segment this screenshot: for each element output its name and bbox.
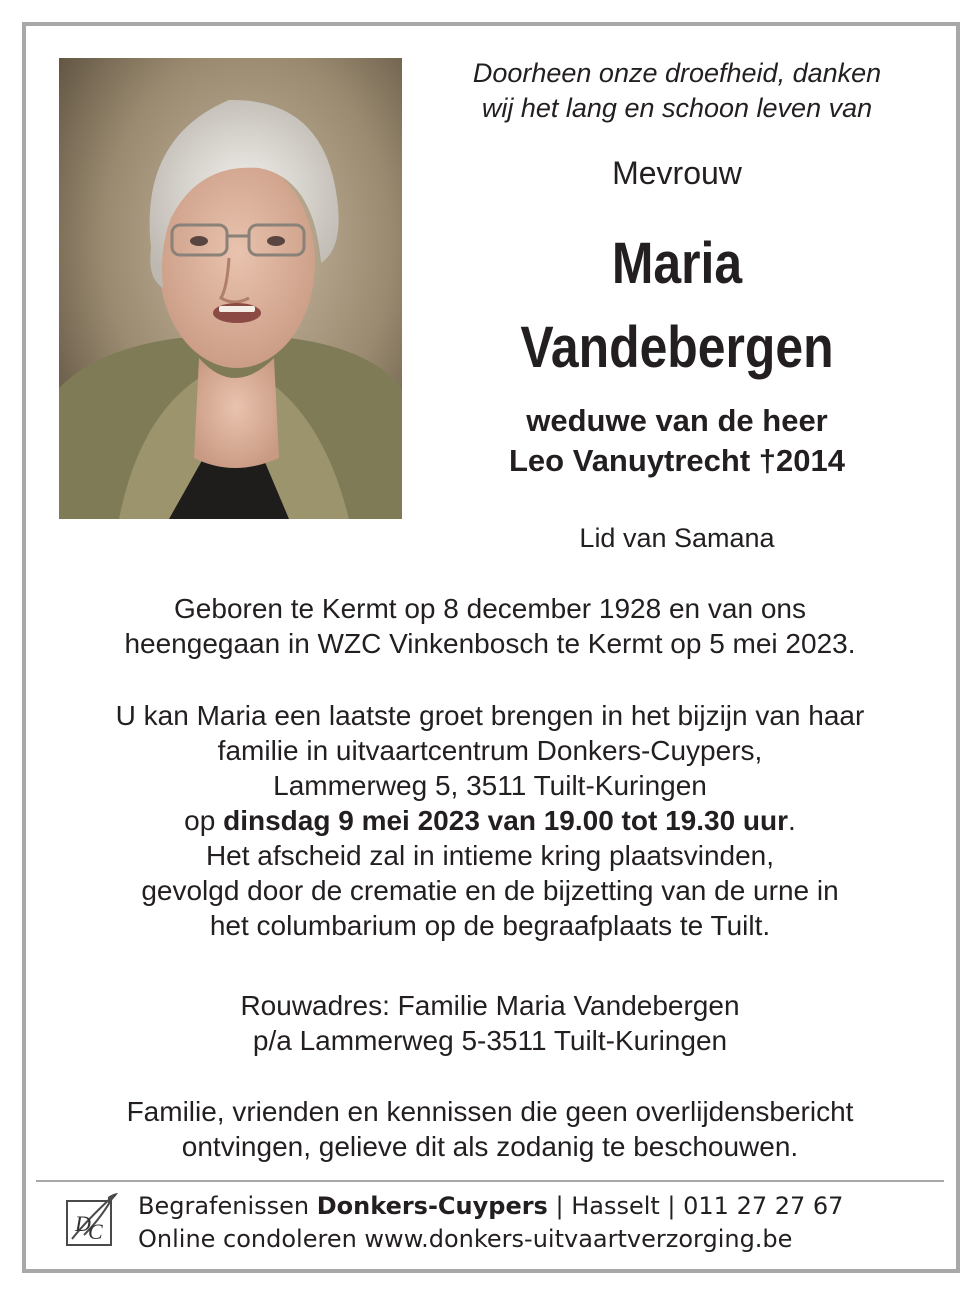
text-line: ontvingen, gelieve dit als zodanig te beschouwen. <box>181 1131 799 1162</box>
last-name: Vandebergen <box>520 315 834 380</box>
footer-text <box>138 1190 918 1256</box>
footer-line-company <box>138 1190 918 1223</box>
text-line: Rouwadres: Familie Maria Vandebergen <box>240 990 740 1021</box>
text-line: Het afscheid zal in intieme kring plaatsvinden, <box>205 840 775 871</box>
intro-text <box>420 56 934 126</box>
svg-text:C: C <box>88 1219 103 1244</box>
intro-line: wij het lang en schoon leven van <box>481 93 873 123</box>
text-line: gevolgd door de crematie en de bijzetting van de urne in <box>141 875 839 906</box>
honorific: Mevrouw <box>612 155 742 191</box>
text-line: Familie, vrienden en kennissen die geen overlijdensbericht <box>126 1096 854 1127</box>
mourning-address <box>40 988 940 1058</box>
text-line: U kan Maria een laatste groet brengen in het bijzijn van haar <box>115 700 865 731</box>
date-suffix: . <box>788 805 796 836</box>
footer-divider <box>36 1180 944 1182</box>
portrait-photo <box>59 58 402 519</box>
footer-location: | Hasselt | 011 27 27 67 <box>547 1192 844 1220</box>
text-line: familie in uitvaartcentrum Donkers-Cuypers, <box>217 735 763 766</box>
footer-prefix: Begrafenissen <box>138 1192 317 1220</box>
text-line: Geboren te Kermt op 8 december 1928 en van ons <box>174 593 806 624</box>
visitation-date <box>40 803 940 838</box>
spouse-name: Leo Vanuytrecht †2014 <box>509 443 845 478</box>
date-bold: dinsdag 9 mei 2023 van 19.00 tot 19.30 uur <box>223 805 789 836</box>
intro-line: Doorheen onze droefheid, danken <box>472 58 882 88</box>
deceased-name <box>420 222 934 390</box>
birth-death-text <box>40 591 940 661</box>
text-line: het columbarium op de begraafplaats te Tuilt. <box>209 910 771 941</box>
company-name: Donkers-Cuypers <box>316 1192 548 1220</box>
notice-text <box>40 1094 940 1164</box>
svg-text:D: D <box>75 1211 91 1236</box>
widow-of <box>420 401 934 481</box>
date-prefix: op <box>184 805 224 836</box>
text-line: Lammerweg 5, 3511 Tuilt-Kuringen <box>273 770 707 801</box>
text-line: p/a Lammerweg 5-3511 Tuilt-Kuringen <box>252 1025 728 1056</box>
text-line: heengegaan in WZC Vinkenbosch te Kermt op 5 mei 2023. <box>124 628 856 659</box>
first-name: Maria <box>611 231 743 296</box>
widow-line: weduwe van de heer <box>526 403 828 438</box>
visitation-text <box>40 698 940 943</box>
footer-line-website: Online condoleren www.donkers-uitvaartverzorging.be <box>138 1225 793 1253</box>
membership: Lid van Samana <box>579 523 775 553</box>
funeral-home-logo-icon <box>64 1191 120 1249</box>
